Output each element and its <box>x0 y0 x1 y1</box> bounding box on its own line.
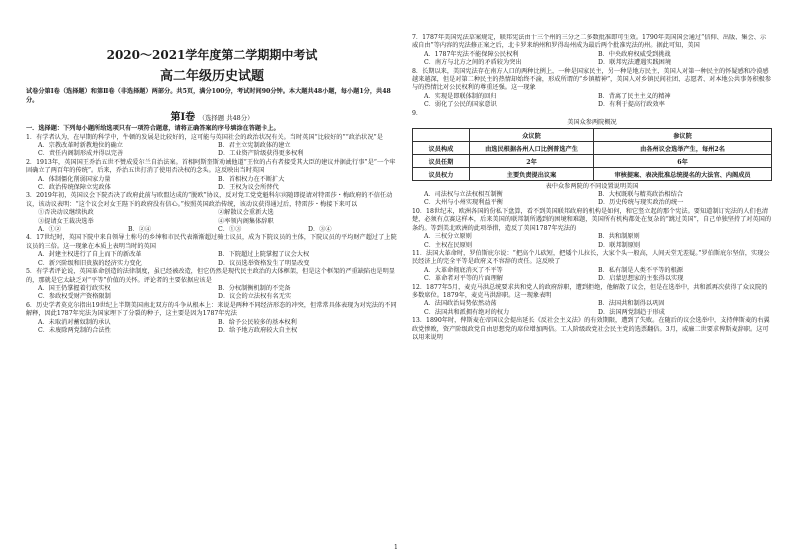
option: D．启蒙思想家的主张得以实现 <box>598 275 684 283</box>
question-stem: 7．1787年美国宪法草案规定，联邦宪法由十三个州的三分之二多数批准即可生效。1790年美国国会通过“信仰、出版、集会、示威自由”等内容的宪法修正案之后，北卡罗来纳州和罗得岛州成为最后两个批准宪法的州。据此可知，美国 <box>412 34 767 50</box>
part-sub: （选择题 共48分） <box>198 114 254 122</box>
option: C．责任内阁制形成并得以完善 <box>38 150 124 158</box>
option: B．共和制原则 <box>598 233 640 241</box>
question-stem: 3．2019年初，英国议会下院否决了政府此前与欧盟达成的“脱欧”协议，反对党工党党魁科尔宾随即提请对特雷莎・梅政府的不信任动议，该动议表明：“这个议会对女王陛下的政府没有信心。”按照英国政治传统，该动议获得通过后，特雷莎・梅接下来可以 <box>26 192 393 208</box>
exam-subtitle: 高二年级历史试题 <box>159 69 264 84</box>
question-block <box>412 250 772 284</box>
option: D．法国两党制趋于形成 <box>598 308 665 316</box>
table-header-row <box>413 129 772 142</box>
comparison-table <box>412 128 772 181</box>
option: B．下院超过上院掌握了议会大权 <box>218 251 310 259</box>
option: A．1787年宪法不能保障公民权利 <box>424 50 519 58</box>
option-list <box>26 142 398 159</box>
part-title: 第Ⅰ卷 <box>170 112 196 123</box>
question-stem: 6．历史学者莫克尔指出19世纪上半期美国南北双方的斗争从根本上：来说是两种不同经济形态的冲突，但常常具体表现为对宪法的不同解释，因此1787年宪法为国家埋下了分裂的种子，这主要是因为1787年宪法 <box>26 301 397 318</box>
exam-title: 2020～2021学年度第二学期期中考试 <box>106 48 318 62</box>
table-question: 表中众参两院的不同设置说明美国 <box>545 183 639 191</box>
option-list <box>26 176 398 193</box>
option: ①否决动议继续执政 <box>38 209 94 217</box>
table-cell: 由各州议会选举产生，每州2名 <box>594 142 772 155</box>
table-cell: 2年 <box>470 155 594 168</box>
option: D．联邦制原则 <box>598 241 641 249</box>
row-header: 议员任期 <box>413 155 470 168</box>
choice: B．②④ <box>128 226 152 234</box>
question-stem: 12．1877年5月，麦克马洪总统要求共和党人的政府辞职，遭到拒绝，他解散了议会，但是在选举中，共和派再次获得了众议院的多数席位。1879年，麦克马洪辞职。这一现象表明 <box>412 283 768 299</box>
table-cell: 审核提案、表决批准总统提名的大法官、内阁成员 <box>594 168 772 181</box>
option: B．法国共和制得以巩固 <box>598 300 665 308</box>
option: C．大州与小州实现利益平衡 <box>424 199 503 207</box>
option: B．君主立宪制政体的建立 <box>218 142 291 149</box>
question-stem: 5．有学者评论说，英国革命创造的法律制度，虽已经被改造，但它仍然是现代民主政治的大体框架，但是这个框架的严重缺陷也是明显的，那就是它太缺乏对“平等”价值的关怀。评论者的主要依据应该是 <box>26 268 395 284</box>
option: C．弱化了公民的国家意识 <box>424 101 497 109</box>
option-list <box>26 319 398 336</box>
question-block <box>412 34 772 68</box>
option: A．国王仍掌握着行政实权 <box>38 284 111 292</box>
option: B．私有制是人类不平等的根源 <box>598 266 683 274</box>
option: B．背离了民主主义的精神 <box>598 92 671 100</box>
option: C．主权在民原则 <box>424 241 473 249</box>
question-block <box>412 317 772 342</box>
question-block <box>26 234 398 268</box>
choice: D．③④ <box>308 226 332 234</box>
option: A．司法权与立法权相互制衡 <box>424 191 503 199</box>
left-column <box>26 46 398 546</box>
right-column <box>412 34 772 546</box>
question-stem: 11．法国大革命时，罗伯斯庇尔说：“把高个儿砍短，把矮个儿拉长，大家个头一般高，人间天堂无差疑。”罗伯斯庇尔坚信，实现公民经济上的完全平等是政府义不容辞的责任。这反映了 <box>412 249 770 266</box>
option-list <box>26 209 398 226</box>
option: A．体制僵化削弱国家力量 <box>38 175 111 183</box>
option: A．三权分立原则 <box>424 233 472 241</box>
option: D．议会的立法权有名无实 <box>218 293 292 301</box>
option: A．实现是即联体制的回归 <box>424 92 497 100</box>
row-header: 议员构成 <box>413 142 470 155</box>
question-stem: 13．1890年时，俾斯麦在帝国议会提出延长《反社会主义法》的有效期限，遭到了失败。在随后的议会选举中，支持俾斯麦的右翼政党惨败，资产阶级政党自由思想党的席位增加两倍。工人阶级政党社会民主党的选票翻倍。3月，威廉二世要求俾斯麦辞职。这可以用来说明 <box>412 317 770 341</box>
question-block <box>26 268 398 302</box>
option: C．法国共和派拥有绝对的权力 <box>424 308 510 316</box>
option-list <box>412 51 772 68</box>
option: C．新兴阶级和旧贵族的经济实力变化 <box>38 259 142 267</box>
left-questions <box>26 134 398 336</box>
option: D．王权为议会所替代 <box>218 184 279 192</box>
option-list <box>412 191 772 208</box>
table-cell: 主要负责提出议案 <box>470 168 594 181</box>
question-stem: 2．1913年，英国国王乔治五世不赞成爱尔兰自治法案。首相阿斯奎斯劝诫他道“王位的占有者接受其大臣的建议并据此行事”是“一个牢固确立了两百年的传统”。后来，乔治五世打消了使用否决权的念头。这反映出当时英国 <box>26 158 396 175</box>
question-block <box>412 208 772 250</box>
option-list <box>412 93 772 110</box>
option: B．中央政府权威受到挑战 <box>598 50 671 58</box>
question-block <box>412 284 772 318</box>
option: B．分权制衡机制的不完备 <box>218 284 291 292</box>
option: C．革命者对平等的片面理解 <box>424 275 503 283</box>
table-row <box>413 142 772 155</box>
option: A．未取消对蓄奴制的承认 <box>38 318 111 326</box>
right-questions-bottom <box>412 208 772 343</box>
option: D．给予地方政府较大自主权 <box>218 326 298 334</box>
part-heading <box>26 108 398 123</box>
option-list <box>412 300 772 317</box>
table-cell: 6年 <box>594 155 772 168</box>
question-block <box>26 134 398 159</box>
column-header: 众议院 <box>470 129 594 142</box>
option: A．法国政治局势依然动荡 <box>424 300 497 308</box>
instruction: 一．选择题：下列每小题所给选项只有一项符合题意，请将正确答案的序号填涂在答题卡上。 <box>26 125 280 132</box>
option: ②解散议会重新大选 <box>218 209 274 217</box>
right-questions-top <box>412 34 772 110</box>
option: C．参政权受财产资格限制 <box>38 293 111 301</box>
option-list <box>412 233 772 250</box>
option: D．工业资产阶级获得更多权利 <box>218 150 304 158</box>
table-cell: 由选民根据各州人口比例普选产生 <box>470 142 594 155</box>
option: A．大革命彻底消灭了不平等 <box>424 266 503 274</box>
option: D．联邦宪法遭遇实践困境 <box>598 59 672 67</box>
question-block <box>412 68 772 110</box>
option: A．封建主权进行了自上而下的新改革 <box>38 251 142 259</box>
option-list <box>26 251 398 268</box>
option: C．未废除两党制的合法性 <box>38 326 111 334</box>
question-block <box>26 159 398 193</box>
option-list <box>26 285 398 302</box>
choice: C．①③ <box>218 226 242 234</box>
option: B．大权既联与精英政治相结合 <box>598 191 683 199</box>
table-row <box>413 155 772 168</box>
option: C．南方与北方之间的矛盾较为突出 <box>424 59 522 67</box>
question-stem: 9． <box>412 109 423 117</box>
question-block <box>26 192 398 234</box>
column-header: 参议院 <box>594 129 772 142</box>
option: C．政治传统保障立宪政体 <box>38 184 111 192</box>
option: D．有利于提高行政效率 <box>598 101 665 109</box>
option: D．历史传统与现实政治的统一 <box>598 199 684 207</box>
choice: A．①② <box>38 226 62 234</box>
table-row <box>413 168 772 181</box>
option: A．宗教改革时新教地位的确立 <box>38 142 123 149</box>
exam-note: 试卷分第Ⅰ卷（选择题）和第Ⅱ卷（非选择题）两部分。共5页，满分100分，考试时间90分钟。本大题共48小题，每小题1分，共48分。 <box>26 88 391 104</box>
table-corner <box>413 129 470 142</box>
option: D．议员选举资格发生了明显改变 <box>218 259 310 267</box>
option: ④率领内阁集体辞职 <box>218 217 274 225</box>
question-9 <box>412 110 772 208</box>
option: B．给予公民较多的基本权利 <box>218 318 297 326</box>
question-stem: 1．有学者认为，在早期的科学中，牛顿的发展是比较好的，这可能与英国社会的政治状况有关。当时英国“比较好的”“政治状况”是 <box>26 133 383 141</box>
option: B．首相权力在不断扩大 <box>218 175 285 183</box>
question-stem: 8．长期以来，美国宪法存在南方人口的两种比例上，一种是国家民主，另一种是地方民主，美国人对第一种民主的怀疑感和冷漠感越来越深，但是对第二种民主的热情却始终不渝，形成所谓的“乡镇精神”，美国人对乡镇民间社团、志愿者、对本地公共事务积极参与的热情比对公民权利的尊重还强。这一现象 <box>412 67 772 92</box>
row-header: 议员权力 <box>413 168 470 181</box>
table-caption: 美国众参两院概况 <box>567 119 617 127</box>
question-stem: 4．17世纪时，英国下院中来自领导土称号的乡绅和市民代表渐渐超过骑士议员，成为下院议员的主体，下院议员的平均财产超过了上院议员的三倍。这一现象在本质上表明当时的英国 <box>26 234 397 250</box>
option: ③提请女王裁决选举 <box>38 217 94 225</box>
question-block <box>26 302 398 336</box>
page-number: 1 <box>394 544 398 551</box>
option-list <box>412 267 772 284</box>
question-stem: 10．18世纪末，欧洲各国的份私下盘算，看不到美国联邦政府的机构是如何，和它竖立起的那个宪法。要知道制订宪法的人们也清楚，必须有点赛这样本，后来美国的联邦制所遇到的困境和难题，美国所有机构都处在复杂的“跳过美国”，自己单独坚持了对英国的条约。等到美北欧洲的此项举措，造反了美国1787年宪法的 <box>412 207 772 232</box>
